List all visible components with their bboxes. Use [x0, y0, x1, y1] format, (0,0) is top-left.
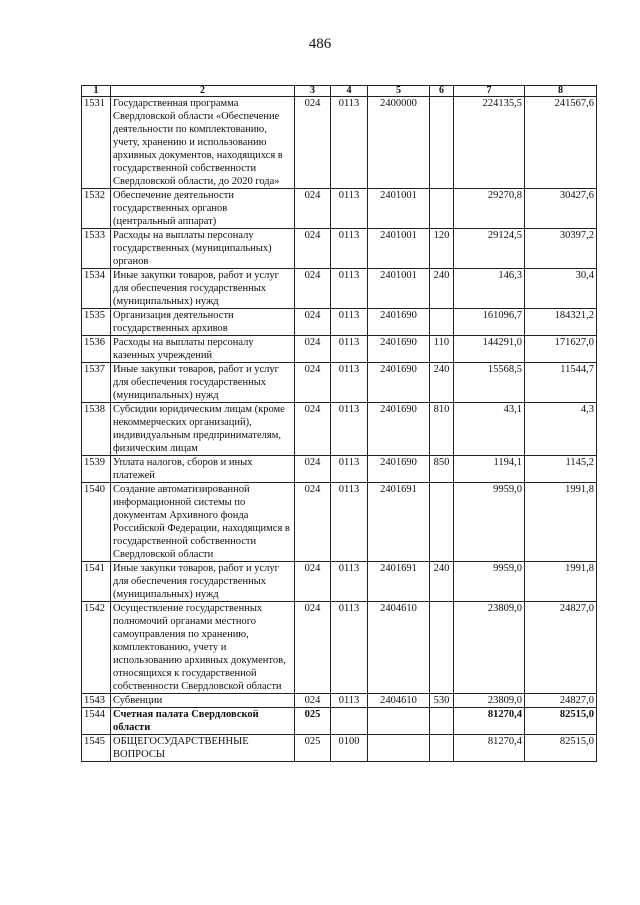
row-number: 1539 — [82, 456, 111, 483]
amount-year-2: 241567,6 — [525, 97, 597, 189]
row-number: 1534 — [82, 269, 111, 309]
ministry-code: 024 — [295, 403, 331, 456]
target-code: 2401690 — [368, 456, 430, 483]
row-name: Иные закупки товаров, работ и услуг для обеспечения государственных (муниципальных) нужд — [111, 269, 295, 309]
amount-year-1: 43,1 — [454, 403, 525, 456]
ministry-code: 024 — [295, 602, 331, 694]
row-name: Осуществление государственных полномочий органами местного самоуправления по хранению, комплектованию, учету и использованию архивных документов, относящихся к государственной собственности Свердловской области — [111, 602, 295, 694]
table-body — [82, 97, 597, 762]
amount-year-2: 82515,0 — [525, 735, 597, 762]
table-row — [82, 363, 597, 403]
target-code — [368, 735, 430, 762]
target-code: 2401690 — [368, 363, 430, 403]
ministry-code: 024 — [295, 483, 331, 562]
table-row — [82, 403, 597, 456]
amount-year-2: 24827,0 — [525, 602, 597, 694]
amount-year-1: 9959,0 — [454, 483, 525, 562]
section-code: 0113 — [331, 189, 368, 229]
table-row — [82, 309, 597, 336]
table-row — [82, 602, 597, 694]
section-code: 0113 — [331, 483, 368, 562]
expense-type-code: 530 — [430, 694, 454, 708]
amount-year-2: 1991,8 — [525, 483, 597, 562]
ministry-code: 024 — [295, 363, 331, 403]
expense-type-code — [430, 189, 454, 229]
table-header-row — [82, 86, 597, 97]
target-code: 2401001 — [368, 229, 430, 269]
expense-type-code — [430, 309, 454, 336]
section-code: 0113 — [331, 456, 368, 483]
row-number: 1538 — [82, 403, 111, 456]
row-number: 1540 — [82, 483, 111, 562]
row-number: 1544 — [82, 708, 111, 735]
row-name: Уплата налогов, сборов и иных платежей — [111, 456, 295, 483]
section-code: 0113 — [331, 269, 368, 309]
amount-year-2: 11544,7 — [525, 363, 597, 403]
amount-year-2: 171627,0 — [525, 336, 597, 363]
expense-type-code — [430, 735, 454, 762]
table-row — [82, 97, 597, 189]
amount-year-2: 24827,0 — [525, 694, 597, 708]
row-number: 1533 — [82, 229, 111, 269]
row-number: 1543 — [82, 694, 111, 708]
ministry-code: 024 — [295, 309, 331, 336]
table-row — [82, 694, 597, 708]
column-header: 1 — [82, 86, 111, 97]
table-row — [82, 708, 597, 735]
amount-year-1: 23809,0 — [454, 602, 525, 694]
expense-type-code — [430, 708, 454, 735]
amount-year-1: 29270,8 — [454, 189, 525, 229]
target-code: 2401690 — [368, 403, 430, 456]
amount-year-2: 30,4 — [525, 269, 597, 309]
section-code: 0100 — [331, 735, 368, 762]
amount-year-1: 29124,5 — [454, 229, 525, 269]
column-header: 7 — [454, 86, 525, 97]
expense-type-code: 120 — [430, 229, 454, 269]
section-code — [331, 708, 368, 735]
expense-type-code: 850 — [430, 456, 454, 483]
target-code: 2401691 — [368, 562, 430, 602]
row-name: Создание автоматизированной информационной системы по документам Архивного фонда Российской Федерации, находящимся в государственной собственности Свердловской области — [111, 483, 295, 562]
amount-year-1: 144291,0 — [454, 336, 525, 363]
amount-year-1: 81270,4 — [454, 735, 525, 762]
page-number: 486 — [308, 36, 332, 52]
section-code: 0113 — [331, 403, 368, 456]
amount-year-2: 1145,2 — [525, 456, 597, 483]
target-code: 2404610 — [368, 694, 430, 708]
section-code: 0113 — [331, 562, 368, 602]
ministry-code: 025 — [295, 708, 331, 735]
row-name: Субсидии юридическим лицам (кроме некоммерческих организаций), индивидуальным предпринимателям, физическим лицам — [111, 403, 295, 456]
amount-year-1: 161096,7 — [454, 309, 525, 336]
expense-type-code: 240 — [430, 269, 454, 309]
row-name: Иные закупки товаров, работ и услуг для обеспечения государственных (муниципальных) нужд — [111, 562, 295, 602]
amount-year-1: 224135,5 — [454, 97, 525, 189]
ministry-code: 024 — [295, 456, 331, 483]
row-name: Субвенции — [111, 694, 295, 708]
ministry-code: 024 — [295, 97, 331, 189]
table-row — [82, 562, 597, 602]
amount-year-1: 146,3 — [454, 269, 525, 309]
expense-type-code: 810 — [430, 403, 454, 456]
table-row — [82, 735, 597, 762]
table-row — [82, 456, 597, 483]
ministry-code: 024 — [295, 229, 331, 269]
row-number: 1535 — [82, 309, 111, 336]
row-name: Счетная палата Свердловской области — [111, 708, 295, 735]
amount-year-1: 81270,4 — [454, 708, 525, 735]
column-header: 4 — [331, 86, 368, 97]
row-number: 1532 — [82, 189, 111, 229]
budget-table — [81, 85, 597, 762]
amount-year-1: 23809,0 — [454, 694, 525, 708]
amount-year-2: 184321,2 — [525, 309, 597, 336]
row-name: Организация деятельности государственных архивов — [111, 309, 295, 336]
section-code: 0113 — [331, 97, 368, 189]
row-number: 1545 — [82, 735, 111, 762]
ministry-code: 024 — [295, 336, 331, 363]
target-code: 2401001 — [368, 269, 430, 309]
amount-year-2: 4,3 — [525, 403, 597, 456]
amount-year-2: 1991,8 — [525, 562, 597, 602]
section-code: 0113 — [331, 309, 368, 336]
column-header: 3 — [295, 86, 331, 97]
row-name: Обеспечение деятельности государственных органов (центральный аппарат) — [111, 189, 295, 229]
section-code: 0113 — [331, 363, 368, 403]
table-row — [82, 229, 597, 269]
expense-type-code: 110 — [430, 336, 454, 363]
amount-year-1: 15568,5 — [454, 363, 525, 403]
row-number: 1536 — [82, 336, 111, 363]
target-code: 2404610 — [368, 602, 430, 694]
expense-type-code — [430, 97, 454, 189]
amount-year-2: 82515,0 — [525, 708, 597, 735]
row-number: 1537 — [82, 363, 111, 403]
ministry-code: 024 — [295, 269, 331, 309]
target-code: 2401001 — [368, 189, 430, 229]
row-name: ОБЩЕГОСУДАРСТВЕННЫЕ ВОПРОСЫ — [111, 735, 295, 762]
target-code: 2401690 — [368, 309, 430, 336]
section-code: 0113 — [331, 336, 368, 363]
ministry-code: 024 — [295, 189, 331, 229]
target-code — [368, 708, 430, 735]
ministry-code: 024 — [295, 694, 331, 708]
section-code: 0113 — [331, 694, 368, 708]
table-row — [82, 483, 597, 562]
row-number: 1531 — [82, 97, 111, 189]
amount-year-1: 9959,0 — [454, 562, 525, 602]
expense-type-code — [430, 483, 454, 562]
expense-type-code — [430, 602, 454, 694]
amount-year-2: 30397,2 — [525, 229, 597, 269]
section-code: 0113 — [331, 602, 368, 694]
table-row — [82, 269, 597, 309]
row-name: Расходы на выплаты персоналу казенных учреждений — [111, 336, 295, 363]
amount-year-1: 1194,1 — [454, 456, 525, 483]
amount-year-2: 30427,6 — [525, 189, 597, 229]
ministry-code: 025 — [295, 735, 331, 762]
column-header: 6 — [430, 86, 454, 97]
expense-type-code: 240 — [430, 363, 454, 403]
column-header: 2 — [111, 86, 295, 97]
target-code: 2401691 — [368, 483, 430, 562]
row-name: Государственная программа Свердловской области «Обеспечение деятельности по комплектованию, учету, хранению и использованию архивных документов, находящихся в государственной собственности Свердловской области, до 2020 года» — [111, 97, 295, 189]
row-name: Иные закупки товаров, работ и услуг для обеспечения государственных (муниципальных) нужд — [111, 363, 295, 403]
ministry-code: 024 — [295, 562, 331, 602]
expense-type-code: 240 — [430, 562, 454, 602]
column-header: 8 — [525, 86, 597, 97]
row-name: Расходы на выплаты персоналу государственных (муниципальных) органов — [111, 229, 295, 269]
column-header: 5 — [368, 86, 430, 97]
row-number: 1541 — [82, 562, 111, 602]
target-code: 2400000 — [368, 97, 430, 189]
table-row — [82, 336, 597, 363]
section-code: 0113 — [331, 229, 368, 269]
table-row — [82, 189, 597, 229]
target-code: 2401690 — [368, 336, 430, 363]
row-number: 1542 — [82, 602, 111, 694]
